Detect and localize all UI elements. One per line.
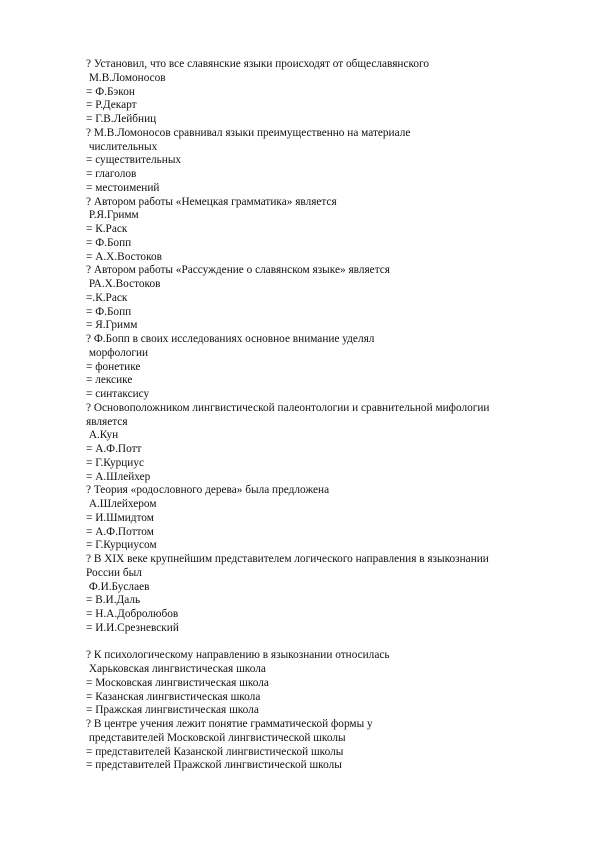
text-line: Ф.И.Буслаев xyxy=(86,580,150,593)
text-line: ? Основоположником лингвистической палеонтологии и сравнительной мифологии xyxy=(86,401,490,414)
text-line: = Г.В.Лейбниц xyxy=(86,113,157,125)
text-line: = Московская лингвистическая школа xyxy=(86,676,269,689)
text-line: = глаголов xyxy=(86,168,137,180)
text-line: Р.Я.Гримм xyxy=(86,209,139,222)
text-line: России был xyxy=(86,566,142,579)
text-line: = Пражская лингвистическая школа xyxy=(86,704,259,717)
text-line: = А.Ф.Потт xyxy=(86,443,142,455)
text-line: = существительных xyxy=(86,154,182,167)
text-line: = А.Шлейхер xyxy=(86,470,151,483)
text-line: Харьковская лингвистическая школа xyxy=(86,663,266,675)
text-line: = синтаксису xyxy=(86,388,150,400)
text-line: = Н.А.Добролюбов xyxy=(86,608,179,620)
text-line: М.В.Ломоносов xyxy=(86,71,166,84)
text-line: числительных xyxy=(86,140,158,153)
text-line: = Р.Декарт xyxy=(86,99,137,112)
document-page xyxy=(86,58,536,773)
text-line: А.Кун xyxy=(86,429,119,442)
text-line: = И.И.Срезневский xyxy=(86,621,179,634)
text-line: А.Шлейхером xyxy=(86,498,157,510)
text-line: ? Автором работы «Немецкая грамматика» является xyxy=(86,195,337,208)
text-line: = Казанская лингвистическая школа xyxy=(86,690,261,703)
text-line: = лексике xyxy=(86,374,133,387)
text-line: = Ф.Бопп xyxy=(86,305,132,318)
text-line: = представителей Казанской лингвистической школы xyxy=(86,745,344,758)
text-line: = Г.Курциус xyxy=(86,456,145,469)
text-line: ? М.В.Ломоносов сравнивал языки преимущественно на материале xyxy=(86,126,411,139)
text-line: = И.Шмидтом xyxy=(86,511,154,524)
text-line: = А.Х.Востоков xyxy=(86,250,162,263)
text-line: = Ф.Бэкон xyxy=(86,85,135,98)
text-line: представителей Московской лингвистической школы xyxy=(86,731,346,744)
text-line: ? К психологическому направлению в языкознании относилась xyxy=(86,649,390,662)
text-line: = В.И.Даль xyxy=(86,594,141,607)
text-line: ? В XIX веке крупнейшим представителем логического направления в языкознании xyxy=(86,553,489,565)
text-line: = Я.Гримм xyxy=(86,319,138,332)
text-line: ? Установил, что все славянские языки происходят от общеславянского xyxy=(86,58,430,70)
text-line: = Ф.Бопп xyxy=(86,236,132,249)
text-line: морфологии xyxy=(86,346,149,359)
text-line: = фонетике xyxy=(86,360,141,373)
text-line: =.К.Раск xyxy=(86,291,128,304)
text-line: РА.Х.Востоков xyxy=(86,278,161,290)
text-line: = А.Ф.Поттом xyxy=(86,525,154,538)
text-line: ? Ф.Бопп в своих исследованиях основное внимание уделял xyxy=(86,333,375,345)
text-line: = Г.Курциусом xyxy=(86,539,157,552)
text-line: является xyxy=(86,415,128,428)
text-line: = представителей Пражской лингвистической школы xyxy=(86,759,342,772)
text-line: ? Теория «родословного дерева» была предложена xyxy=(86,484,330,497)
text-line: = К.Раск xyxy=(86,223,128,235)
text-line: ? В центре учения лежит понятие грамматической формы у xyxy=(86,718,373,730)
text-line: ? Автором работы «Рассуждение о славянском языке» является xyxy=(86,264,390,277)
text-line: = местоимений xyxy=(86,181,160,194)
